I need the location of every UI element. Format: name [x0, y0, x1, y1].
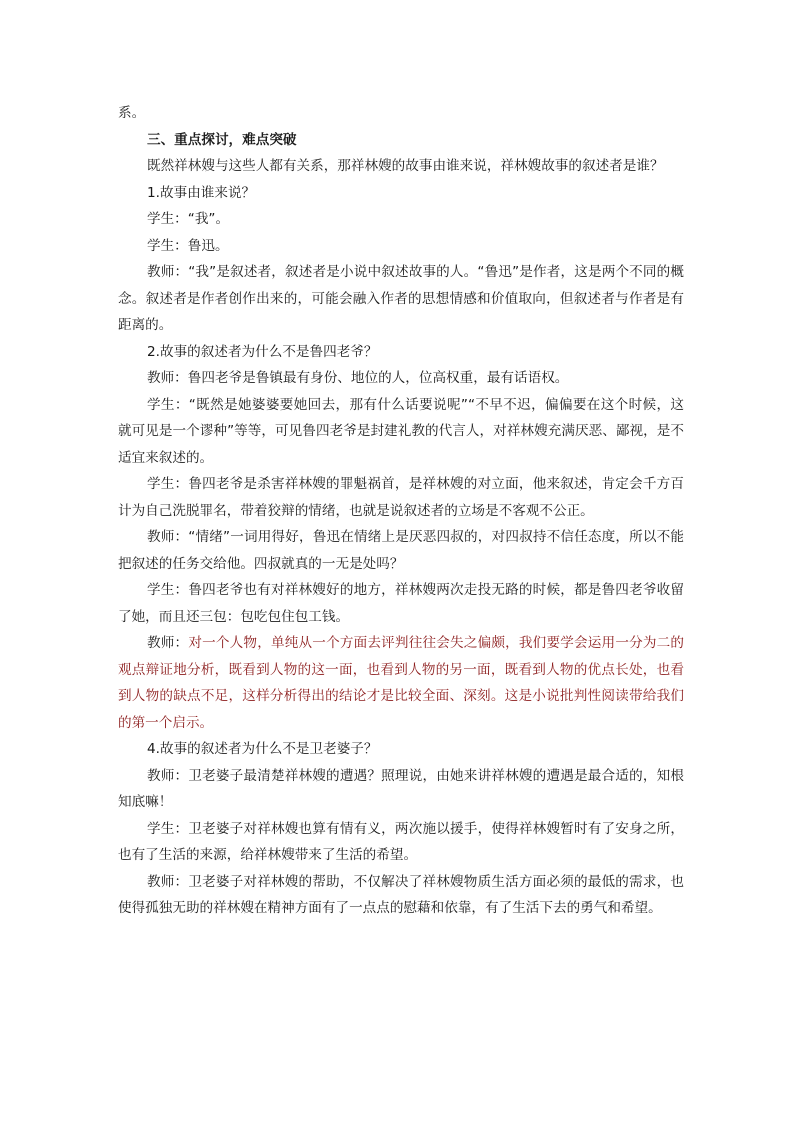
teacher-comment: 教师：“我”是叙述者，叙述者是小说中叙述故事的人。“鲁迅”是作者，这是两个不同的概念。叙述者是作者创作出来的，可能会融入作者的思想情感和价值取向，但叙述者与作者是有距离的。 [118, 264, 684, 333]
subheading-4: 4.故事的叙述者为什么不是卫老婆子？ [147, 741, 378, 757]
subheading-2: 2.故事的叙述者为什么不是鲁四老爷？ [147, 343, 378, 360]
question-paragraph: 既然祥林嫂与这些人都有关系，那祥林嫂的故事由谁来说，祥林嫂故事的叙述者是谁？ [147, 158, 664, 174]
paragraph-continuation: 系。 [118, 105, 146, 121]
student-answer: 学生：卫老婆子对祥林嫂也算有情有义，两次施以援手，使得祥林嫂暂时有了安身之所，也有了生活的来源，给祥林嫂带来了生活的希望。 [118, 820, 684, 863]
student-answer: 学生：鲁四老爷是杀害祥林嫂的罪魁祸首，是祥林嫂的对立面，他来叙述，肯定会千方百计为自己洗脱罪名，带着狡辩的情绪，也就是说叙述者的立场是不客观不公正。 [118, 476, 684, 519]
teacher-comment: 教师：卫老婆子对祥林嫂的帮助，不仅解决了祥林嫂物质生活方面必须的最低的需求，也使得孤独无助的祥林嫂在精神方面有了一点点的慰藉和依靠，有了生活下去的勇气和希望。 [118, 873, 684, 916]
speaker-label: 教师： [147, 635, 189, 651]
subheading-1: 1.故事由谁来说？ [147, 184, 256, 201]
student-answer: 学生：鲁四老爷也有对祥林嫂好的地方，祥林嫂两次走投无路的时候，都是鲁四老爷收留了她，而且还三包：包吃包住包工钱。 [118, 582, 684, 625]
document-body [118, 100, 684, 922]
section-heading: 三、重点探讨，难点突破 [147, 131, 297, 148]
student-answer: 学生：“既然是她婆婆要她回去，那有什么话要说呢”“不早不迟，偏偏要在这个时候，这就可见是一个谬种”等等，可见鲁四老爷是封建礼教的代言人，对祥林嫂充满厌恶、鄙视，是不适宜来叙述的。 [118, 396, 684, 466]
teacher-comment: 教师：卫老婆子最清楚祥林嫂的遭遇？照理说，由她来讲祥林嫂的遭遇是最合适的，知根知底嘛！ [118, 767, 684, 810]
student-answer: 学生：鲁迅。 [147, 237, 229, 254]
teacher-comment: 教师：鲁四老爷是鲁镇最有身份、地位的人，位高权重，最有话语权。 [147, 370, 569, 386]
highlighted-text: 对一个人物，单纯从一个方面去评判往往会失之偏颇，我们要学会运用一分为二的观点辩证地分析，既看到人物的这一面，也看到人物的另一面，既看到人物的优点长处，也看到人物的缺点不足，这样分析得出的结论才是比较全面、深刻。这是小说批判性阅读带给我们的第一个启示。 [118, 635, 685, 731]
student-answer: 学生：“我”。 [147, 211, 230, 227]
teacher-highlight-paragraph [118, 630, 684, 736]
teacher-comment: 教师：“情绪”一词用得好，鲁迅在情绪上是厌恶四叔的，对四叔持不信任态度，所以不能把叙述的任务交给他。四叔就真的一无是处吗？ [118, 529, 684, 572]
